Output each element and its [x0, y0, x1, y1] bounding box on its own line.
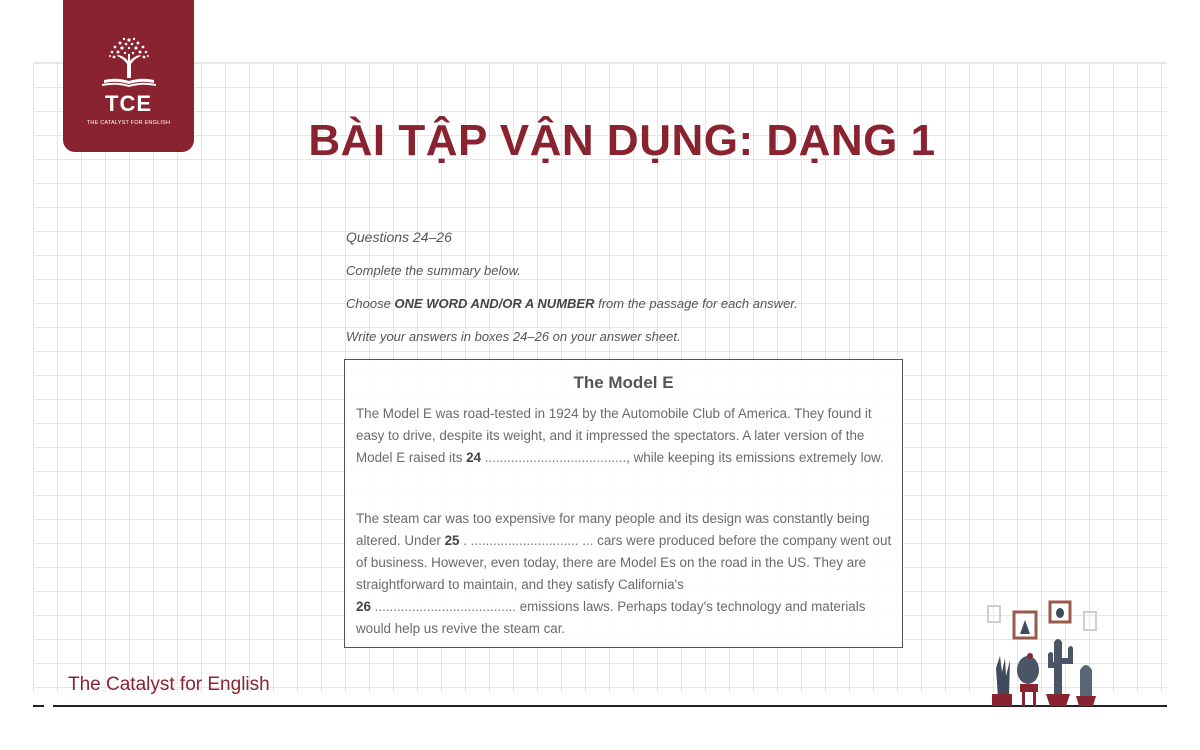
logo-tagline: THE CATALYST FOR ENGLISH — [86, 120, 171, 126]
summary-paragraph-1 — [356, 403, 896, 469]
question-26-number: 26 — [356, 599, 371, 614]
p2-text-b: cars were produced before the company went out of business. However, even today, there are Model Es on the road in the US. They are straightforward to maintain, and they satisfy California's — [356, 533, 892, 592]
instruction-choose — [346, 296, 798, 311]
summary-box — [344, 359, 903, 648]
summary-title: The Model E — [573, 373, 674, 392]
p2-text-c: emissions laws. Perhaps today's technology and materials would help us revive the steam car. — [356, 599, 866, 636]
p2-text-a: The steam car was too expensive for many people and its design was constantly being altered. Under — [356, 511, 870, 548]
instruction-complete: Complete the summary below. — [346, 263, 521, 278]
summary-paragraph-2 — [356, 508, 896, 640]
instruction-choose-post: from the passage for each answer. — [594, 296, 798, 311]
p1-text-a: The Model E was road-tested in 1924 by the Automobile Club of America. They found it easy to drive, despite its weight, and it impressed the spectators. A later version of the Model E raised its — [356, 406, 872, 465]
logo-brand-text: TCE — [105, 91, 152, 116]
question-25-number: 25 — [444, 533, 460, 548]
answer-blank-25[interactable]: . ............................. ... — [463, 533, 594, 548]
answer-blank-26[interactable]: ...................................... — [374, 599, 517, 614]
p1-text-b: , while keeping its emissions extremely low. — [626, 450, 884, 465]
instruction-write: Write your answers in boxes 24–26 on your answer sheet. — [346, 329, 681, 344]
page-title: BÀI TẬP VẬN DỤNG: DẠNG 1 — [308, 116, 936, 165]
instruction-choose-bold: ONE WORD AND/OR A NUMBER — [394, 296, 595, 311]
answer-blank-24[interactable]: ...................................... — [484, 450, 627, 465]
footer-brand-text: The Catalyst for English — [68, 674, 270, 695]
instruction-choose-pre: Choose — [346, 296, 395, 311]
questions-heading: Questions 24–26 — [346, 229, 452, 245]
footer-divider-dash — [33, 705, 44, 707]
tree-logo-icon — [96, 34, 162, 92]
cactus-plants-illustration-icon — [978, 598, 1104, 708]
question-24-number: 24 — [466, 450, 482, 465]
